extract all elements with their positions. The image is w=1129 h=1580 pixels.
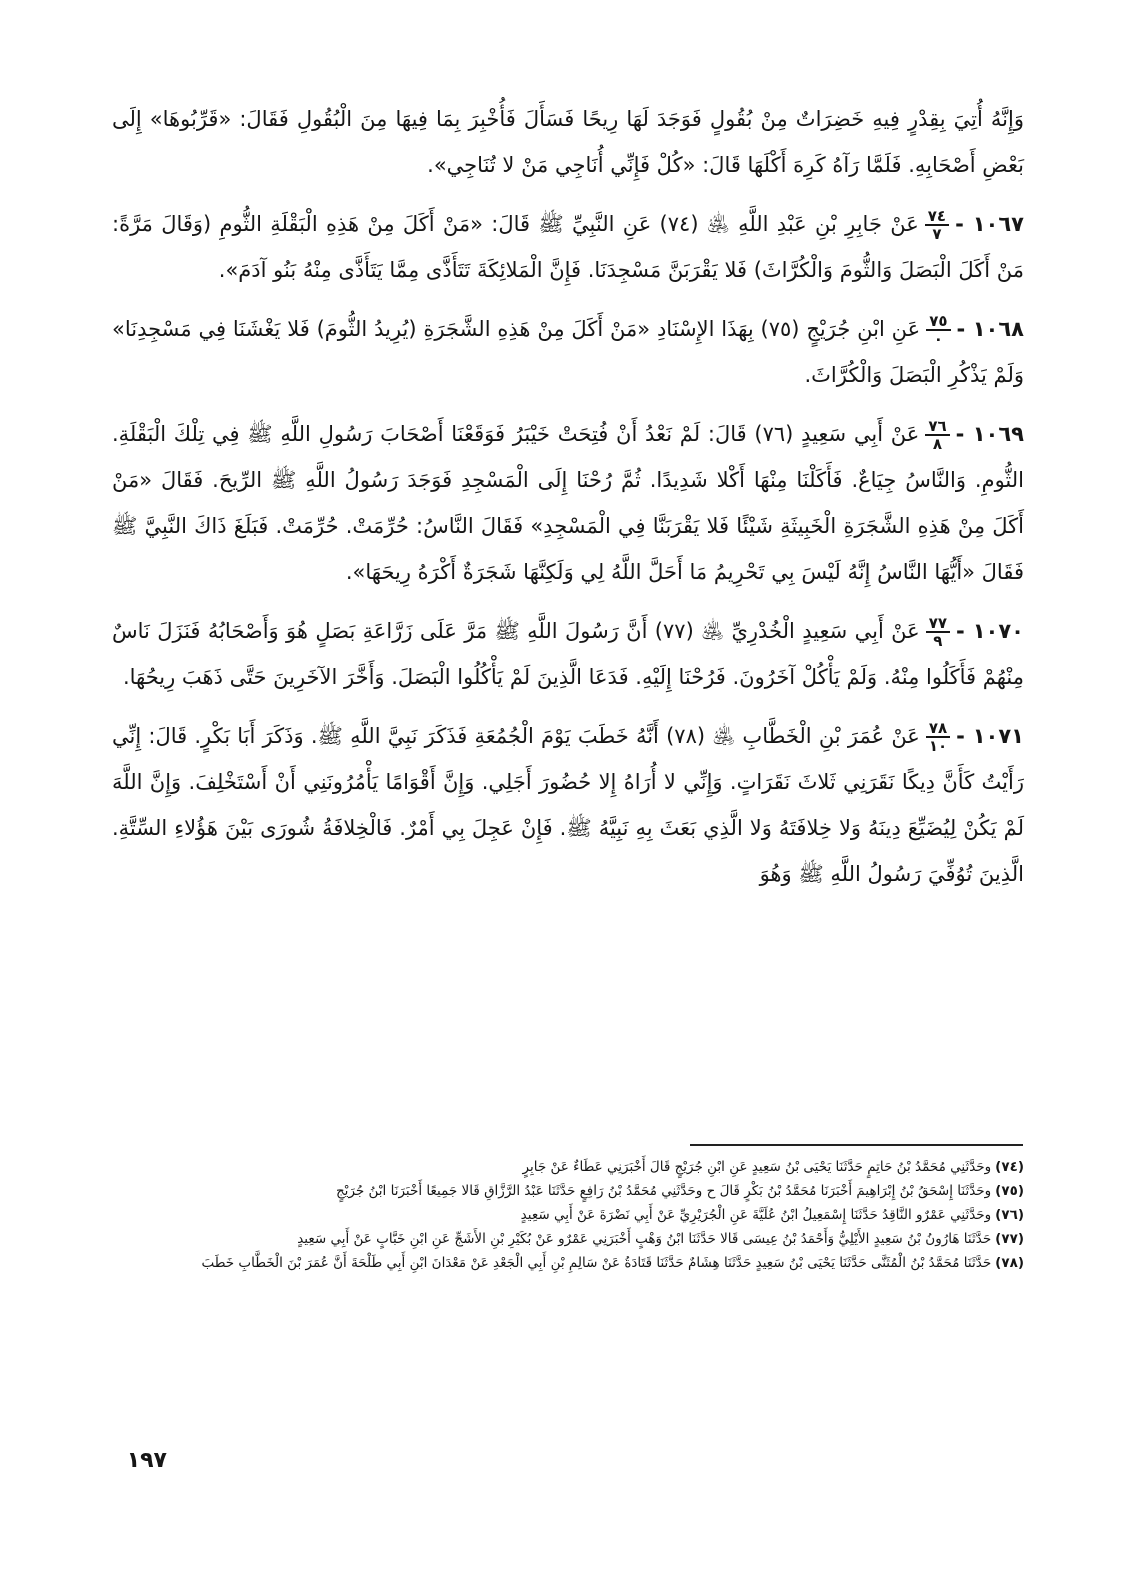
hadith-paragraph-1067 — [112, 201, 1024, 293]
footnote-text: حَدَّثَنَا مُحَمَّدُ بْنُ الْمُثَنَّى حَدَّثَنَا يَحْيَى بْنُ سَعِيدٍ حَدَّثَنَا هِشَامٌ حَدَّثَنَا قَتَادَةُ عَنْ سَالِمِ بْنِ أَبِي الْجَعْدِ عَنْ مَعْدَانَ ابْنِ أَبِي طَلْحَةَ أَنَّ عُمَرَ بْنَ الْخَطَّابِ خَطَبَ — [201, 1255, 992, 1271]
intro-paragraph — [112, 96, 1024, 188]
footnote-78 — [112, 1252, 1024, 1274]
footnote-75 — [112, 1180, 1024, 1202]
hadith-number: ١٠٧٠ - — [956, 619, 1025, 643]
footnote-text: وحَدَّثَنِي مُحَمَّدُ بْنُ حَاتِمٍ حَدَّثَنَا يَحْيَى بْنُ سَعِيدٍ عَنِ ابْنِ جُرَيْجٍ قَالَ أَخْبَرَنِي عَطَاءٌ عَنْ جَابِرٍ — [522, 1159, 992, 1175]
hadith-text: عَنْ أَبِي سَعِيدٍ الْخُدْرِيِّ ﵁ (٧٧) أَنَّ رَسُولَ اللَّهِ ﷺ مَرَّ عَلَى زَرَّاعَةِ بَصَلٍ هُوَ وَأَصْحَابُهُ فَنَزَلَ نَاسٌ مِنْهُمْ فَأَكَلُوا مِنْهُ. وَلَمْ يَأْكُلْ آخَرُونَ. فَرُحْنَا إِلَيْهِ. فَدَعَا الَّذِينَ لَمْ يَأْكُلُوا الْبَصَلَ. وَأَخَّرَ الآخَرِينَ حَتَّى ذَهَبَ رِيحُهَا. — [112, 619, 1024, 689]
fraction-bottom: ٠ — [933, 330, 943, 348]
page-number: ١٩٧ — [126, 1448, 167, 1473]
fraction-top: ٧٧ — [926, 615, 950, 633]
hadith-number: ١٠٦٨ - — [956, 317, 1025, 341]
hadith-paragraph-1070 — [112, 608, 1024, 700]
footnote-text: وحَدَّثَنَا إِسْحَقُ بْنُ إِبْرَاهِيمَ أَخْبَرَنَا مُحَمَّدُ بْنُ بَكْرٍ قَالَ ح وحَدَّثَنِي مُحَمَّدُ بْنُ رَافِعٍ حَدَّثَنَا عَبْدُ الرَّزَّاقِ قَالا جَمِيعًا أَخْبَرَنَا ابْنُ جُرَيْجٍ — [335, 1183, 992, 1199]
hadith-paragraph-1069 — [112, 411, 1024, 595]
footnote-74 — [112, 1156, 1024, 1178]
hadith-text: عَنْ جَابِرِ بْنِ عَبْدِ اللَّهِ ﵁ (٧٤) عَنِ النَّبِيِّ ﷺ قَالَ: «مَنْ أَكَلَ مِنْ هَذِهِ الْبَقْلَةِ الثُّومِ (وَقَالَ مَرَّةً: مَنْ أَكَلَ الْبَصَلَ وَالثُّومَ وَالْكُرَّاثَ) فَلا يَقْرَبَنَّ مَسْجِدَنَا. فَإِنَّ الْمَلائِكَةَ تَتَأَذَّى مِمَّا يَتَأَذَّى مِنْهُ بَنُو آدَمَ». — [112, 212, 1024, 282]
footnote-divider — [690, 1144, 1023, 1146]
intro-text: وَإِنَّهُ أُتِيَ بِقِدْرٍ فِيهِ خَضِرَاتٌ مِنْ بُقُولٍ فَوَجَدَ لَهَا رِيحًا فَسَأَلَ فَأُخْبِرَ بِمَا فِيهَا مِنَ الْبُقُولِ فَقَالَ: «قَرِّبُوهَا» إِلَى بَعْضِ أَصْحَابِهِ. فَلَمَّا رَآهُ كَرِهَ أَكْلَهَا قَالَ: «كُلْ فَإِنِّي أُنَاجِي مَنْ لا تُنَاجِي». — [112, 107, 1024, 177]
hadith-fraction — [925, 418, 949, 452]
footnote-number: (٧٨) — [995, 1255, 1024, 1271]
footnote-number: (٧٤) — [995, 1159, 1024, 1175]
main-text — [112, 96, 1024, 910]
fraction-top: ٧٥ — [926, 313, 950, 331]
fraction-bottom: ٨ — [932, 435, 943, 453]
hadith-text: عَنْ عُمَرَ بْنِ الْخَطَّابِ ﵁ (٧٨) أَنَّهُ خَطَبَ يَوْمَ الْجُمُعَةِ فَذَكَرَ نَبِيَّ اللَّهِ ﷺ. وَذَكَرَ أَبَا بَكْرٍ. قَالَ: إِنِّي رَأَيْتُ كَأَنَّ دِيكًا نَقَرَنِي ثَلاثَ نَقَرَاتٍ. وَإِنِّي لا أُرَاهُ إِلا حُضُورَ أَجَلِي. وَإِنَّ أَقْوَامًا يَأْمُرُونَنِي أَنْ أَسْتَخْلِفَ. وَإِنَّ اللَّهَ لَمْ يَكُنْ لِيُضَيِّعَ دِينَهُ وَلا خِلافَتَهُ وَلا الَّذِي بَعَثَ بِهِ نَبِيَّهُ ﷺ. فَإِنْ عَجِلَ بِي أَمْرٌ. فَالْخِلافَةُ شُورَى بَيْنَ هَؤُلاءِ السِّتَّةِ. الَّذِينَ تُوُفِّيَ رَسُولُ اللَّهِ ﷺ وَهُوَ — [112, 724, 1024, 886]
fraction-bottom: ٩ — [933, 632, 943, 650]
hadith-number: ١٠٧١ - — [956, 724, 1024, 748]
hadith-text: عَنْ أَبِي سَعِيدٍ (٧٦) قَالَ: لَمْ نَعْدُ أَنْ فُتِحَتْ خَيْبَرُ فَوَقَعْنَا أَصْحَابَ رَسُولِ اللَّهِ ﷺ فِي تِلْكَ الْبَقْلَةِ. الثُّومِ. وَالنَّاسُ جِيَاعٌ. فَأَكَلْنَا مِنْهَا أَكْلا شَدِيدًا. ثُمَّ رُحْنَا إِلَى الْمَسْجِدِ فَوَجَدَ رَسُولُ اللَّهِ ﷺ الرِّيحَ. فَقَالَ «مَنْ أَكَلَ مِنْ هَذِهِ الشَّجَرَةِ الْخَبِيثَةِ شَيْئًا فَلا يَقْرَبَنَّا فِي الْمَسْجِدِ» فَقَالَ النَّاسُ: حُرِّمَتْ. حُرِّمَتْ. فَبَلَغَ ذَاكَ النَّبِيَّ ﷺ فَقَالَ «أَيُّهَا النَّاسُ إِنَّهُ لَيْسَ بِي تَحْرِيمُ مَا أَحَلَّ اللَّهُ لِي وَلَكِنَّهَا شَجَرَةٌ أَكْرَهُ رِيحَهَا». — [112, 422, 1024, 584]
fraction-top: ٧٨ — [926, 720, 950, 738]
hadith-fraction — [926, 720, 950, 754]
hadith-fraction — [926, 313, 950, 347]
footnote-77 — [112, 1228, 1024, 1250]
footnote-number: (٧٧) — [995, 1231, 1024, 1247]
footnote-text: حَدَّثَنَا هَارُونُ بْنُ سَعِيدٍ الأَيْلِيُّ وَأَحْمَدُ بْنُ عِيسَى قَالا حَدَّثَنَا ابْنُ وَهْبٍ أَخْبَرَنِي عَمْرٌو عَنْ بُكَيْرِ بْنِ الأَشَجِّ عَنِ ابْنِ خَبَّابٍ عَنْ أَبِي سَعِيدٍ — [297, 1231, 992, 1247]
footnote-number: (٧٥) — [995, 1183, 1024, 1199]
hadith-paragraph-1068 — [112, 306, 1024, 398]
fraction-top: ٧٦ — [925, 418, 949, 436]
footnotes — [112, 1156, 1024, 1276]
fraction-top: ٧٤ — [925, 208, 949, 226]
hadith-fraction — [926, 615, 950, 649]
fraction-bottom: ١٠ — [928, 737, 948, 755]
hadith-number: ١٠٦٧ - — [955, 212, 1024, 236]
hadith-paragraph-1071 — [112, 713, 1024, 897]
hadith-number: ١٠٦٩ - — [955, 422, 1024, 446]
fraction-bottom: ٧ — [932, 225, 942, 243]
footnote-number: (٧٦) — [995, 1207, 1024, 1223]
footnote-text: وحَدَّثَنِي عَمْرٌو النَّاقِدُ حَدَّثَنَا إِسْمَعِيلُ ابْنُ عُلَيَّةَ عَنِ الْجُرَيْرِيِّ عَنْ أَبِي نَضْرَةَ عَنْ أَبِي سَعِيدٍ — [520, 1207, 992, 1223]
footnote-76 — [112, 1204, 1024, 1226]
hadith-text: عَنِ ابْنِ جُرَيْجٍ (٧٥) بِهَذَا الإِسْنَادِ «مَنْ أَكَلَ مِنْ هَذِهِ الشَّجَرَةِ (يُرِيدُ الثُّومَ) فَلا يَغْشَنَا فِي مَسْجِدِنَا» وَلَمْ يَذْكُرِ الْبَصَلَ وَالْكُرَّاثَ. — [112, 317, 1024, 387]
hadith-fraction — [925, 208, 949, 242]
